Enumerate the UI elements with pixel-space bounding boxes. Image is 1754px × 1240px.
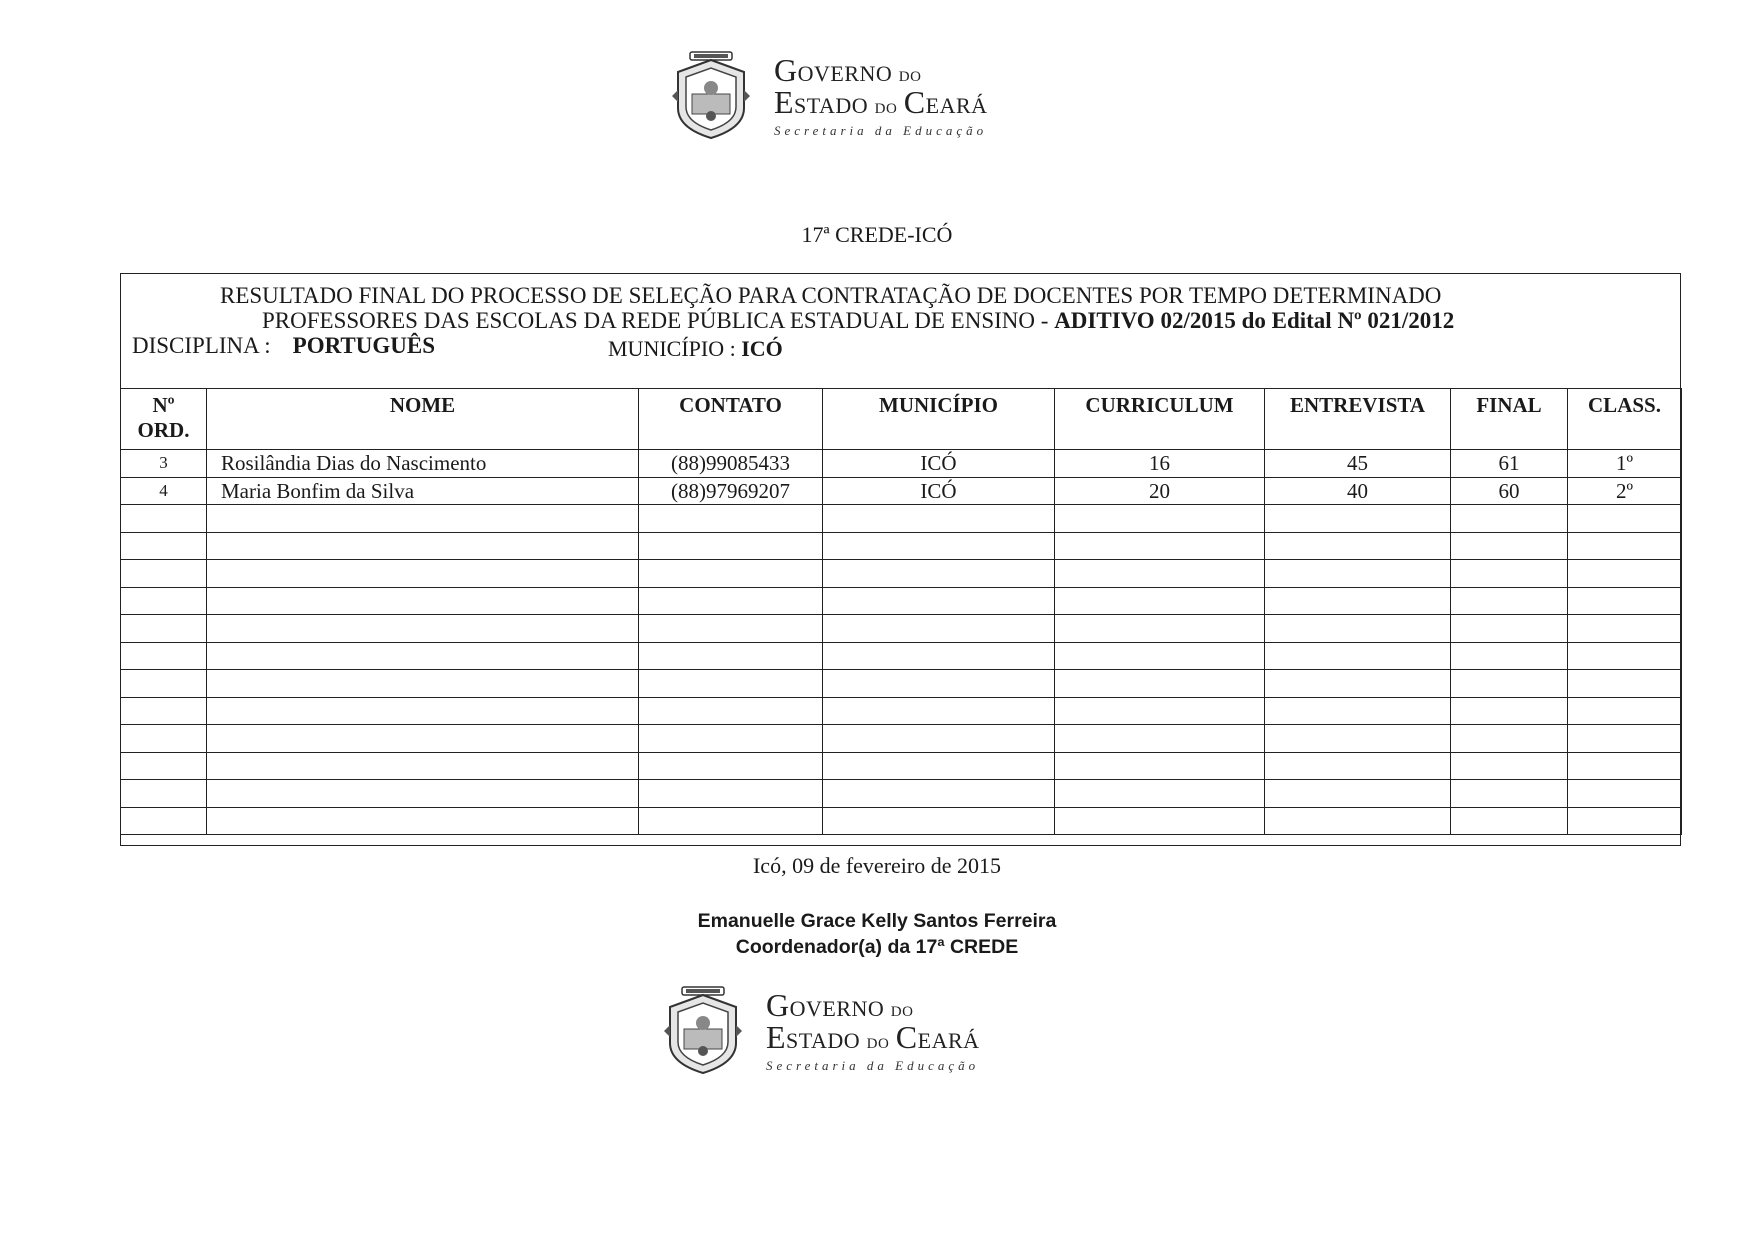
cell-curriculum: 16 xyxy=(1055,450,1265,478)
letterhead-secretaria: Secretaria da Educação xyxy=(774,122,988,138)
result-header-line2 xyxy=(262,308,1454,334)
empty-row xyxy=(121,697,1682,725)
state-seal-icon xyxy=(660,985,746,1075)
cell-nome: Rosilândia Dias do Nascimento xyxy=(207,450,639,478)
header-ord xyxy=(121,389,207,450)
empty-row xyxy=(121,752,1682,780)
empty-row xyxy=(121,725,1682,753)
letterhead-estado: Estado xyxy=(774,83,869,120)
cell-class: 1º xyxy=(1568,450,1682,478)
result-header-line1: RESULTADO FINAL DO PROCESSO DE SELEÇÃO PARA CONTRATAÇÃO DE DOCENTES POR TEMPO DETERMINADO xyxy=(220,283,1442,308)
empty-row xyxy=(121,505,1682,533)
letterhead-governo: Governo xyxy=(774,51,893,88)
table-header-row xyxy=(121,389,1682,450)
letterhead-governo: Governo xyxy=(766,986,885,1023)
table-row xyxy=(121,450,1682,478)
aditivo-reference: ADITIVO 02/2015 do Edital Nº 021/2012 xyxy=(1054,308,1455,333)
empty-row xyxy=(121,587,1682,615)
cell-entrevista: 45 xyxy=(1265,450,1451,478)
letterhead-ceara: Ceará xyxy=(895,1018,980,1055)
cell-curriculum: 20 xyxy=(1055,477,1265,505)
empty-row xyxy=(121,642,1682,670)
header-ord-line1: Nº xyxy=(152,393,175,417)
header-nome: NOME xyxy=(207,389,639,450)
header-entrevista: ENTREVISTA xyxy=(1265,389,1451,450)
letterhead-secretaria: Secretaria da Educação xyxy=(766,1057,980,1073)
signer-name: Emanuelle Grace Kelly Santos Ferreira xyxy=(697,910,1057,932)
letterhead-ceara: Ceará xyxy=(903,83,988,120)
empty-row xyxy=(121,807,1682,835)
cell-contato: (88)97969207 xyxy=(639,477,823,505)
cell-entrevista: 40 xyxy=(1265,477,1451,505)
letterhead-bottom xyxy=(660,985,980,1075)
cell-municipio: ICÓ xyxy=(823,477,1055,505)
cell-final: 60 xyxy=(1451,477,1568,505)
document-date: Icó, 09 de fevereiro de 2015 xyxy=(752,853,1001,878)
empty-row xyxy=(121,780,1682,808)
disciplina-label: DISCIPLINA : xyxy=(132,333,271,358)
disciplina-field xyxy=(132,333,435,359)
empty-row xyxy=(121,532,1682,560)
empty-row xyxy=(121,615,1682,643)
cell-final: 61 xyxy=(1451,450,1568,478)
letterhead-do: do xyxy=(890,995,914,1021)
letterhead-top xyxy=(668,50,988,140)
table-row xyxy=(121,477,1682,505)
cell-class: 2º xyxy=(1568,477,1682,505)
signer-role: Coordenador(a) da 17ª CREDE xyxy=(735,936,1019,958)
signature-block xyxy=(0,908,1754,960)
header-curriculum: CURRICULUM xyxy=(1055,389,1265,450)
header-ord-line2: ORD. xyxy=(137,418,190,442)
cell-municipio: ICÓ xyxy=(823,450,1055,478)
results-table xyxy=(120,388,1682,835)
crede-title: 17ª CREDE-ICÓ xyxy=(801,222,953,247)
header-final: FINAL xyxy=(1451,389,1568,450)
header-municipio: MUNICÍPIO xyxy=(823,389,1055,450)
header-class: CLASS. xyxy=(1568,389,1682,450)
cell-contato: (88)99085433 xyxy=(639,450,823,478)
cell-ord: 4 xyxy=(121,477,207,505)
empty-row xyxy=(121,670,1682,698)
empty-row xyxy=(121,560,1682,588)
letterhead-estado: Estado xyxy=(766,1018,861,1055)
header-contato: CONTATO xyxy=(639,389,823,450)
cell-ord: 3 xyxy=(121,450,207,478)
disciplina-value: PORTUGUÊS xyxy=(292,333,435,358)
result-header-line2-text: PROFESSORES DAS ESCOLAS DA REDE PÚBLICA ESTADUAL DE ENSINO - xyxy=(262,308,1055,333)
state-seal-icon xyxy=(668,50,754,140)
letterhead-do-2: do xyxy=(874,92,898,118)
letterhead-do: do xyxy=(898,60,922,86)
municipio-field xyxy=(608,336,783,362)
municipio-label: MUNICÍPIO : xyxy=(608,336,742,361)
municipio-value: ICÓ xyxy=(741,336,783,361)
cell-nome: Maria Bonfim da Silva xyxy=(207,477,639,505)
letterhead-do-2: do xyxy=(866,1027,890,1053)
